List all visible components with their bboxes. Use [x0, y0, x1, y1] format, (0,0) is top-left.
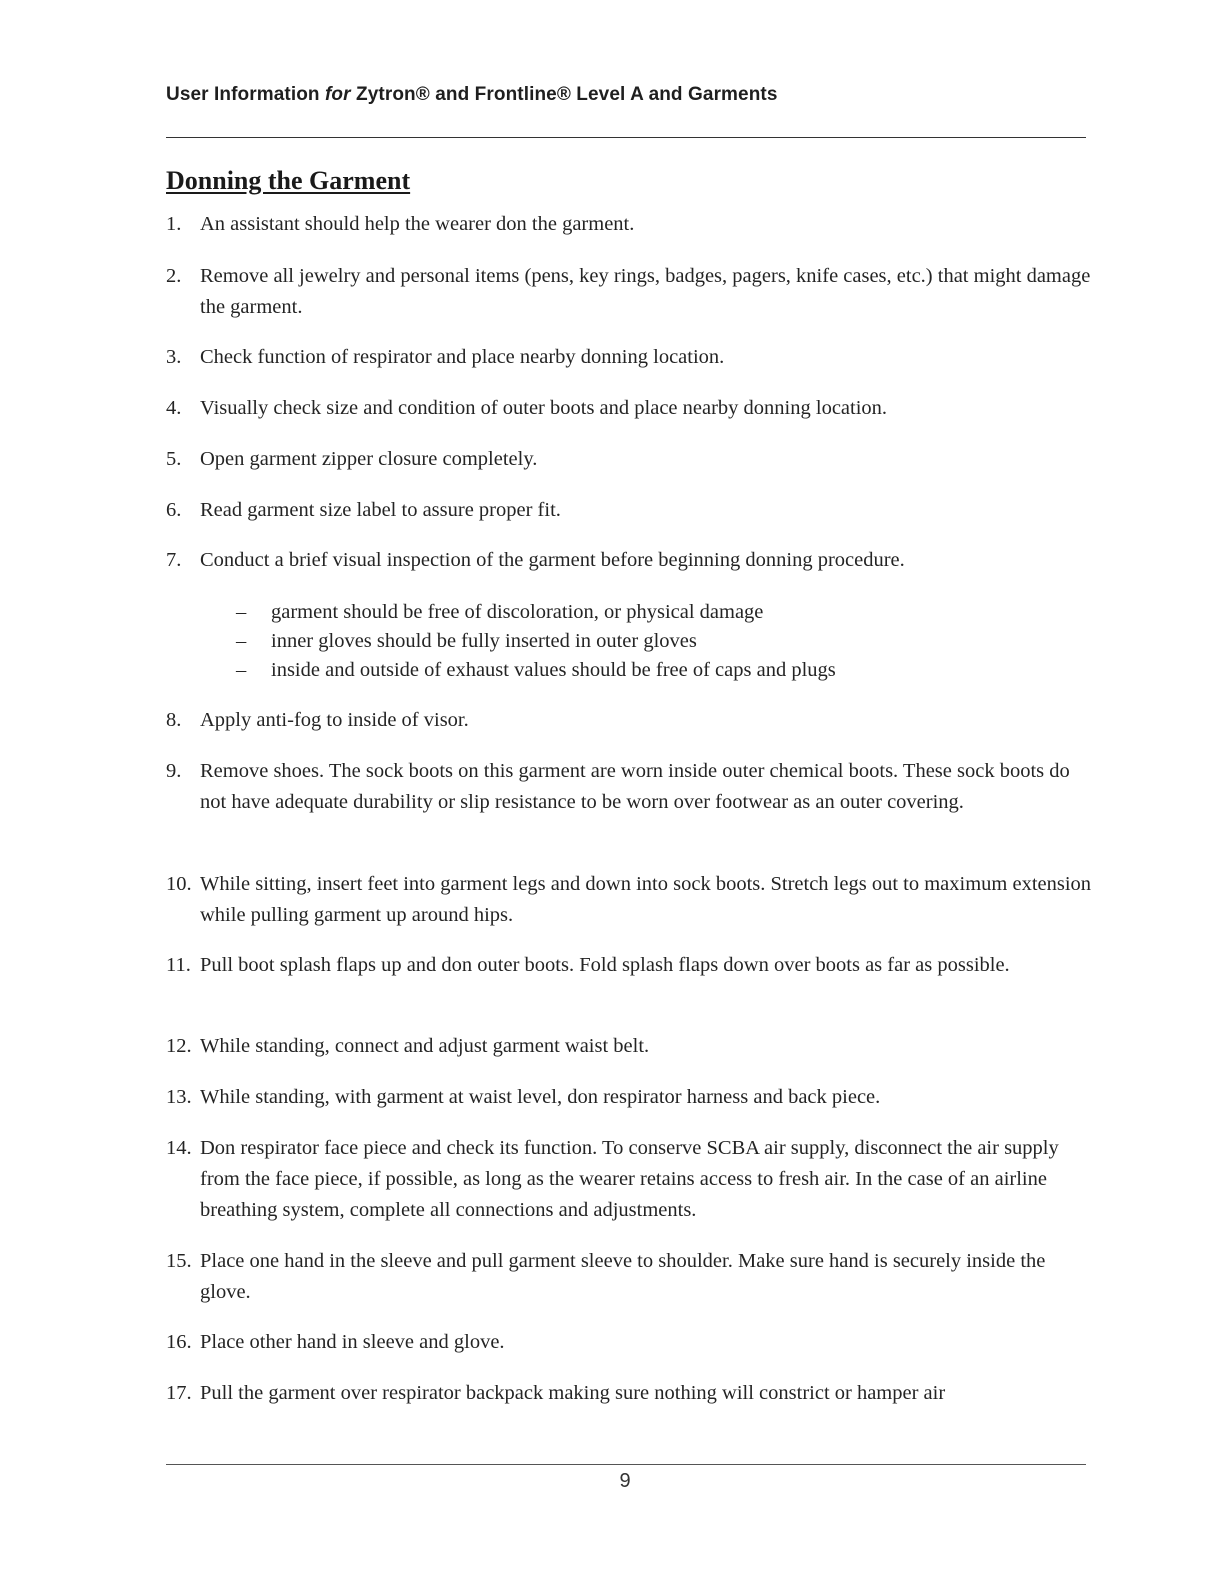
step-number: 4. [166, 397, 182, 419]
step-text: Pull boot splash flaps up and don outer boots. Fold splash flaps down over boots as far as possible. [200, 954, 1010, 976]
list-item-step-2 [166, 261, 1092, 323]
list-item-step-4 [166, 393, 1092, 424]
header-text-italic: for [325, 84, 351, 105]
list-item-step-11 [166, 950, 1092, 981]
list-item-step-14 [166, 1133, 1092, 1226]
step-text: An assistant should help the wearer don the garment. [200, 213, 635, 235]
document-header [166, 84, 778, 106]
dash-bullet: – [236, 630, 247, 652]
list-item-step-17 [166, 1378, 1092, 1409]
inspection-item [236, 656, 1056, 685]
step-text: While standing, connect and adjust garment waist belt. [200, 1035, 650, 1057]
header-text-part3: Zytron® and Frontline® Level A and Garments [350, 84, 778, 105]
step-text: Place other hand in sleeve and glove. [200, 1331, 505, 1353]
step-number: 16. [166, 1331, 192, 1353]
step-number: 5. [166, 448, 182, 470]
inspection-item-text: garment should be free of discoloration, or physical damage [271, 601, 764, 623]
step-number: 12. [166, 1035, 192, 1057]
footer-divider [166, 1464, 1086, 1465]
list-item-step-13 [166, 1082, 1092, 1113]
step-text: Open garment zipper closure completely. [200, 448, 538, 470]
list-item-step-8 [166, 705, 1092, 736]
step-number: 13. [166, 1086, 192, 1108]
list-item-step-16 [166, 1327, 1092, 1358]
header-divider [166, 137, 1086, 138]
list-item-step-12 [166, 1031, 1092, 1062]
step-number: 11. [166, 954, 191, 976]
list-item-step-5 [166, 444, 1092, 475]
list-item-step-15 [166, 1246, 1092, 1308]
dash-bullet: – [236, 601, 247, 623]
step-text: Place one hand in the sleeve and pull garment sleeve to shoulder. Make sure hand is securely inside the glove. [200, 1250, 1046, 1303]
step-number: 7. [166, 549, 182, 571]
step-number: 2. [166, 265, 182, 287]
step-text: Remove shoes. The sock boots on this garment are worn inside outer chemical boots. These sock boots do not have adequate durability or slip resistance to be worn over footwear as an outer covering. [200, 760, 1070, 813]
step-number: 8. [166, 709, 182, 731]
list-item-step-3 [166, 342, 1092, 373]
step-number: 17. [166, 1382, 192, 1404]
list-item-step-6 [166, 495, 1092, 526]
dash-bullet: – [236, 659, 247, 681]
page-number: 9 [619, 1470, 631, 1492]
step-text: Read garment size label to assure proper fit. [200, 499, 561, 521]
inspection-item-text: inner gloves should be fully inserted in outer gloves [271, 630, 697, 652]
step-text: Conduct a brief visual inspection of the garment before beginning donning procedure. [200, 549, 905, 571]
step-number: 9. [166, 760, 182, 782]
step-text: While standing, with garment at waist level, don respirator harness and back piece. [200, 1086, 881, 1108]
step-text: Don respirator face piece and check its function. To conserve SCBA air supply, disconnect the air supply from the face piece, if possible, as long as the wearer retains access to fresh air. In the case of an airline breathing system, complete all connections and adjustments. [200, 1137, 1059, 1221]
list-item-step-1 [166, 209, 1092, 240]
inspection-item [236, 598, 1056, 627]
step-number: 10. [166, 873, 192, 895]
step-number: 3. [166, 346, 182, 368]
list-item-step-10 [166, 869, 1092, 931]
section-title: Donning the Garment [166, 166, 411, 195]
inspection-item [236, 627, 1056, 656]
step-text: Apply anti-fog to inside of visor. [200, 709, 469, 731]
step-text: Check function of respirator and place nearby donning location. [200, 346, 725, 368]
inspection-item-text: inside and outside of exhaust values should be free of caps and plugs [271, 659, 836, 681]
step-number: 14. [166, 1137, 192, 1159]
header-text-part1: User Information [166, 84, 325, 105]
list-item-step-7 [166, 545, 1092, 576]
list-item-step-9 [166, 756, 1092, 818]
step-text: Pull the garment over respirator backpack making sure nothing will constrict or hamper air [200, 1382, 946, 1404]
step-number: 6. [166, 499, 182, 521]
step-text: While sitting, insert feet into garment legs and down into sock boots. Stretch legs out to maximum extension while pulling garment up around hips. [200, 873, 1092, 926]
step-number: 1. [166, 213, 182, 235]
step-number: 15. [166, 1250, 192, 1272]
step-text: Remove all jewelry and personal items (pens, key rings, badges, pagers, knife cases, etc.) that might damage the garment. [200, 265, 1091, 318]
step-text: Visually check size and condition of outer boots and place nearby donning location. [200, 397, 888, 419]
